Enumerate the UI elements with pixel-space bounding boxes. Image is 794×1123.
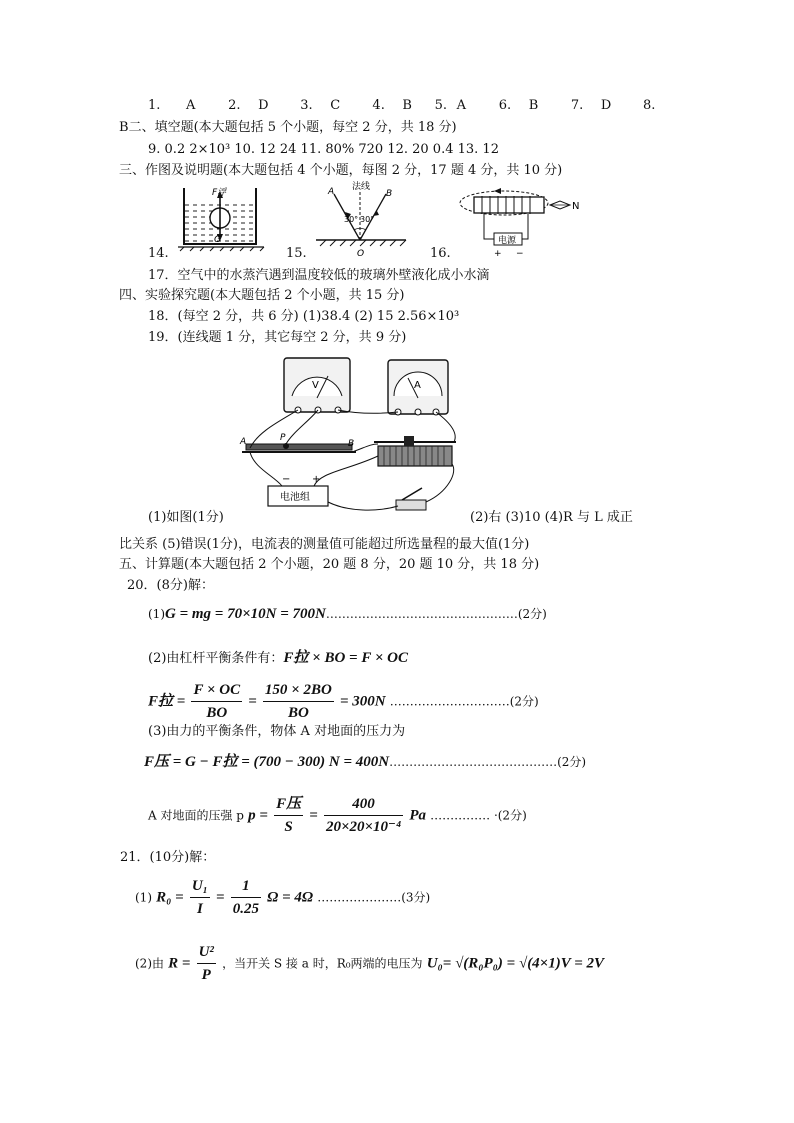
fig16-source-label: 电源: [498, 236, 517, 246]
wire-end-a: A: [240, 437, 247, 447]
fig16-minus-label: −: [516, 249, 524, 259]
fig15-ray-b-label: B: [386, 189, 393, 199]
q20-step5: F压 = G − F拉 = (700 − 300) N = 400N……………………………………(2分): [144, 754, 587, 770]
q19-circuit-diagram: [238, 352, 468, 520]
q15-label: 15.: [286, 246, 307, 261]
q21-step2: (2)由 R = $\frac{\text{U²}}{P}$ ，当开关 S 接 a 时，R₀两端的电压为 U₀= √(R₀P₀) = √(4×1)V = 2V: [135, 944, 605, 983]
voltmeter-label: V: [312, 380, 319, 391]
sec2-line: [119, 120, 457, 136]
fig16-north-label: N: [572, 201, 580, 212]
fig15-angle-reflected: 30°: [360, 215, 375, 224]
q19-header: 19．(连线题 1 分，其它每空 2 分，共 9 分): [148, 330, 407, 345]
q19-answer-part1: (1)如图(1分): [148, 510, 224, 525]
q18-answer: 18．(每空 2 分，共 6 分) (1)38.4 (2) 15 2.56×10³: [148, 309, 460, 324]
q19-answer-cont: 比关系 (5)错误(1分)，电流表的测量值可能超过所选量程的最大值(1分): [119, 537, 530, 552]
fig14-buoyancy-label: F浮: [212, 188, 227, 198]
fig15-ray-a-label: A: [328, 187, 335, 197]
fig16-plus-label: +: [494, 249, 502, 259]
wire-end-b: B: [348, 439, 355, 449]
q20-step6: A 对地面的压强 p p = $\frac{\text{F压}}{S}$ = $\frac{400}{\text{20×20×10⁻⁴}}$ Pa …………… ·(2分): [148, 796, 527, 835]
fig15-normal-label: 法线: [352, 182, 371, 192]
battery-label: 电池组: [280, 492, 310, 503]
q20-step1: (1)G = mg = 70×10N = 700N…………………………………………(2分): [148, 606, 547, 622]
q21-header: 21．(10分)解：: [120, 850, 216, 865]
sec5-heading: 五、计算题(本大题包括 2 个小题，20 题 8 分，20 题 10 分，共 18 分): [119, 557, 540, 572]
q21-step1: (1) R₀ = $\frac{\text{U₁}}{I}$ = $\frac{1}{0.25}$ Ω = 4Ω …………………(3分): [135, 878, 431, 917]
mcq-answers: 1. A 2. D 3. C 4. B 5. A 6. B 7. D 8.: [148, 98, 656, 113]
sec4-heading: 四、实验探究题(本大题包括 2 个小题，共 15 分): [119, 288, 405, 303]
battery-minus: −: [282, 474, 291, 485]
q19-answer-part2: (2)右 (3)10 (4)R 与 L 成正: [470, 510, 633, 525]
slider-point-p: P: [280, 433, 286, 443]
q20-step3: F拉 = $\frac{F \times OC}{BO}$ = $\frac{150 \times 2BO}{BO}$ = 300N …………………………(2分): [148, 682, 539, 721]
q17-answer: 17．空气中的水蒸汽遇到温度较低的玻璃外壁液化成小水滴: [148, 268, 490, 283]
q20-header: 20．(8分)解：: [127, 578, 214, 593]
q16-label: 16.: [430, 246, 451, 261]
battery-plus: +: [312, 474, 321, 485]
sec2-answers: 9. 0.2 2×10³ 10. 12 24 11. 80% 720 12. 20 0.4 13. 12: [148, 142, 499, 157]
q14-label: 14.: [148, 246, 169, 261]
q20-step4: (3)由力的平衡条件，物体 A 对地面的压力为: [148, 724, 406, 739]
fig14-container-diagram: [176, 184, 268, 252]
fig16-electromagnet-diagram: [456, 183, 596, 263]
sec2-heading: 二、填空题(本大题包括 5 个小题，每空 2 分，共 18 分): [128, 120, 457, 135]
fig15-reflection-diagram: [310, 178, 410, 260]
fig15-point-o: O: [357, 249, 365, 259]
fig15-angle-incident: 30°: [344, 215, 359, 224]
fig14-gravity-label: G: [214, 235, 221, 245]
mcq-wrap: B: [119, 120, 129, 135]
q20-step2: (2)由杠杆平衡条件有：F拉 × BO = F × OC: [148, 650, 408, 666]
sec3-heading: 三、作图及说明题(本大题包括 4 个小题，每图 2 分，17 题 4 分，共 10 分): [119, 163, 563, 178]
ammeter-label: A: [414, 380, 421, 391]
